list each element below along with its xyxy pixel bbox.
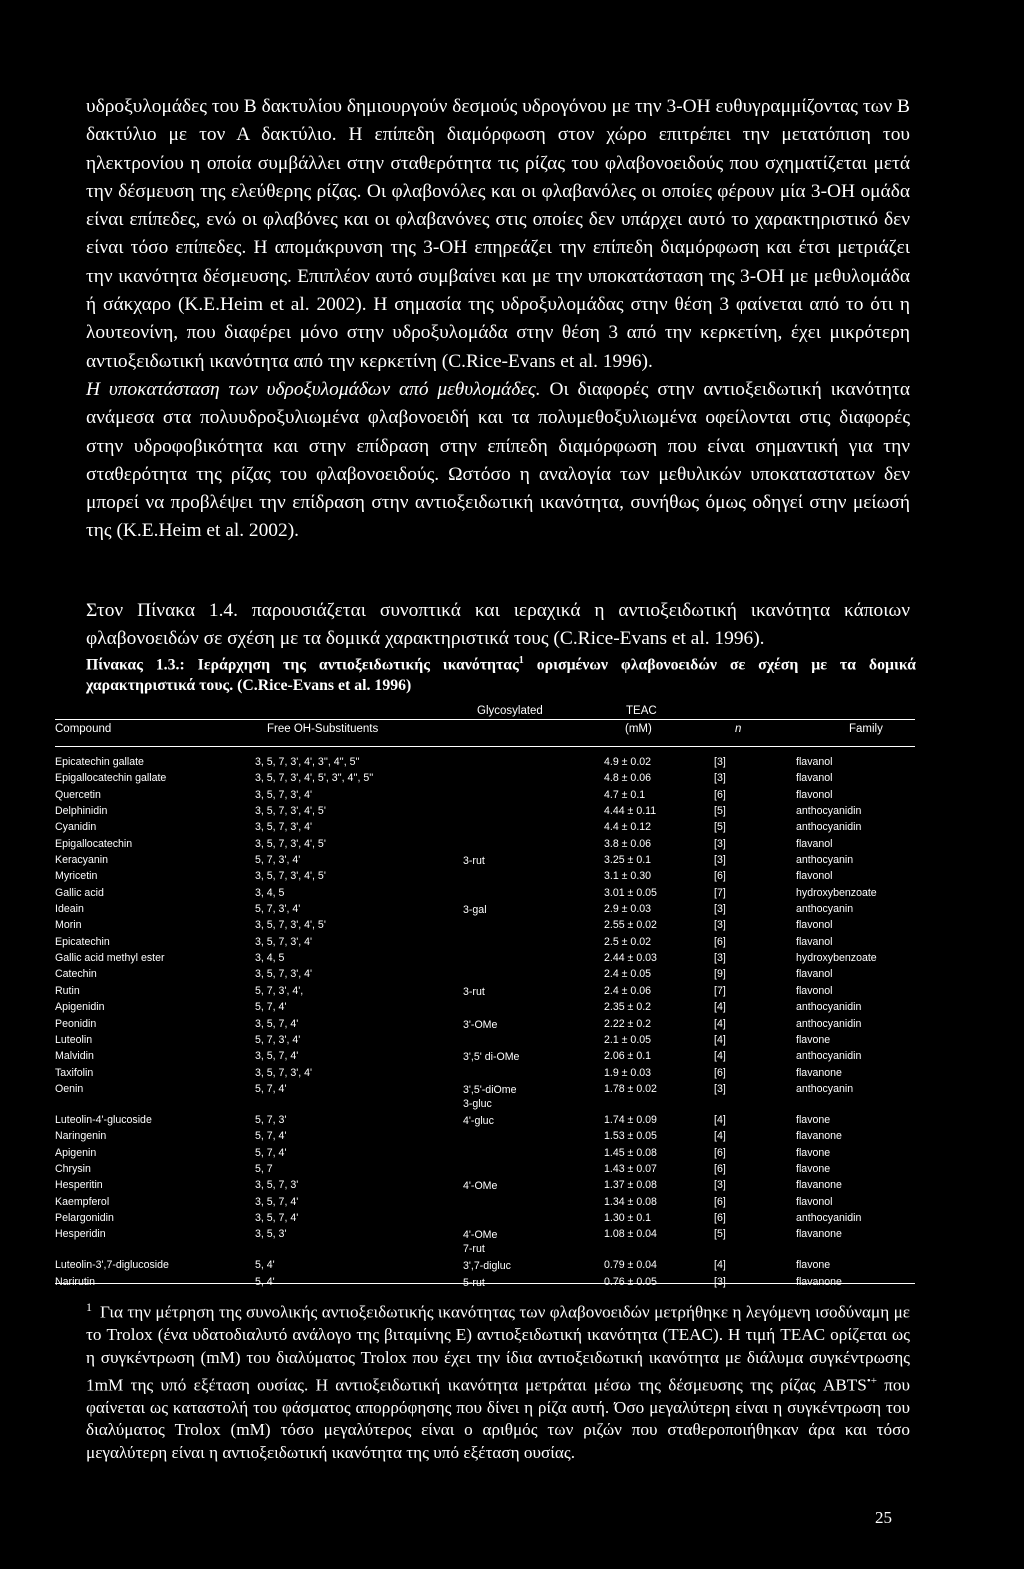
header-free-oh: Free OH-Substituents bbox=[267, 723, 379, 735]
cell-teac: 4.4 ± 0.12 bbox=[604, 821, 652, 834]
cell-teac: 3.01 ± 0.05 bbox=[604, 886, 657, 899]
table-row bbox=[55, 1083, 915, 1114]
cell-n: [4] bbox=[714, 1001, 726, 1014]
cell-free-oh: 3, 5, 7, 3' bbox=[255, 1179, 299, 1192]
cell-free-oh: 3, 5, 7, 3', 4', 5' bbox=[255, 919, 326, 932]
cell-family: flavanone bbox=[796, 1275, 842, 1288]
cell-free-oh: 5, 7, 3', 4', bbox=[255, 984, 304, 997]
cell-free-oh: 5, 7, 4' bbox=[255, 1130, 287, 1143]
table-reference-paragraph: Στον Πίνακα 1.4. παρουσιάζεται συνοπτικά και ιεραχικά η αντιοξειδωτική ικανότητα κάποιων φλαβονοειδών σε σχέση με τα δομικά χαρακτηριστικά τους (C.Rice-Evans et al. 1996). bbox=[86, 600, 910, 650]
cell-free-oh: 3, 5, 7, 4' bbox=[255, 1050, 299, 1063]
cell-n: [3] bbox=[714, 1275, 726, 1288]
cell-compound: Delphinidin bbox=[55, 805, 108, 818]
cell-teac: 2.55 ± 0.02 bbox=[604, 919, 657, 932]
cell-teac: 1.9 ± 0.03 bbox=[604, 1066, 652, 1079]
cell-n: [6] bbox=[714, 935, 726, 948]
cell-free-oh: 3, 5, 7, 4' bbox=[255, 1195, 299, 1208]
cell-teac: 1.43 ± 0.07 bbox=[604, 1162, 657, 1175]
table-row bbox=[55, 1147, 915, 1163]
cell-n: [4] bbox=[714, 1130, 726, 1143]
cell-family: flavanone bbox=[796, 1066, 842, 1079]
cell-n: [6] bbox=[714, 1211, 726, 1224]
cell-glycosylated: 4'-OMe 7-rut bbox=[463, 1229, 498, 1256]
cell-free-oh: 3, 5, 7, 3', 4', 5' bbox=[255, 837, 326, 850]
cell-family: anthocyanidin bbox=[796, 1211, 862, 1224]
header-glycosylated: Glycosylated bbox=[477, 705, 543, 717]
cell-family: flavone bbox=[796, 1146, 831, 1159]
cell-compound: Malvidin bbox=[55, 1050, 94, 1063]
cell-teac: 1.53 ± 0.05 bbox=[604, 1130, 657, 1143]
cell-free-oh: 3, 5, 7, 3', 4' bbox=[255, 788, 313, 801]
table-row bbox=[55, 805, 915, 821]
cell-teac: 4.9 ± 0.02 bbox=[604, 756, 652, 768]
cell-compound: Apigenidin bbox=[55, 1001, 105, 1014]
table-row bbox=[55, 1259, 915, 1275]
cell-free-oh: 3, 5, 7, 3', 4', 5', 3'', 4'', 5'' bbox=[255, 772, 374, 785]
cell-n: [4] bbox=[714, 1033, 726, 1046]
cell-family: flavone bbox=[796, 1162, 831, 1175]
cell-family: flavone bbox=[796, 1113, 831, 1126]
table-row bbox=[55, 1001, 915, 1017]
cell-family: flavanol bbox=[796, 935, 833, 948]
cell-compound: Naringenin bbox=[55, 1130, 107, 1143]
cell-compound: Luteolin-4'-glucoside bbox=[55, 1113, 152, 1126]
cell-compound: Oenin bbox=[55, 1082, 84, 1095]
cell-n: [3] bbox=[714, 772, 726, 785]
cell-n: [6] bbox=[714, 1195, 726, 1208]
cell-compound: Hesperitin bbox=[55, 1179, 103, 1192]
cell-free-oh: 3, 5, 7, 3', 4', 5' bbox=[255, 805, 326, 818]
page-number: 25 bbox=[875, 1508, 892, 1527]
cell-teac: 1.08 ± 0.04 bbox=[604, 1228, 657, 1241]
table-row bbox=[55, 1114, 915, 1130]
cell-compound: Cyanidin bbox=[55, 821, 97, 834]
cell-compound: Taxifolin bbox=[55, 1066, 94, 1079]
cell-compound: Apigenin bbox=[55, 1146, 97, 1159]
cell-free-oh: 3, 5, 7, 3', 4' bbox=[255, 935, 313, 948]
cell-teac: 4.7 ± 0.1 bbox=[604, 788, 646, 801]
header-teac-unit: (mM) bbox=[625, 723, 652, 735]
table-row bbox=[55, 821, 915, 837]
cell-family: anthocyanidin bbox=[796, 1050, 862, 1063]
cell-n: [6] bbox=[714, 870, 726, 883]
table-row bbox=[55, 870, 915, 886]
table-row bbox=[55, 1163, 915, 1179]
table-row bbox=[55, 1130, 915, 1146]
cell-family: flavanone bbox=[796, 1179, 842, 1192]
cell-glycosylated: 5-rut bbox=[463, 1276, 485, 1289]
cell-free-oh: 3, 5, 7, 3', 4', 5' bbox=[255, 870, 326, 883]
table-row bbox=[55, 1179, 915, 1195]
cell-compound: Epigallocatechin bbox=[55, 837, 133, 850]
cell-teac: 3.1 ± 0.30 bbox=[604, 870, 652, 883]
cell-n: [3] bbox=[714, 1082, 726, 1095]
cell-family: flavanol bbox=[796, 837, 833, 850]
cell-teac: 1.74 ± 0.09 bbox=[604, 1113, 657, 1126]
cell-family: anthocyanidin bbox=[796, 821, 862, 834]
table-row bbox=[55, 1196, 915, 1212]
cell-family: flavonol bbox=[796, 919, 833, 932]
cell-teac: 2.22 ± 0.2 bbox=[604, 1017, 652, 1030]
cell-n: [3] bbox=[714, 1179, 726, 1192]
cell-compound: Chrysin bbox=[55, 1162, 91, 1175]
cell-free-oh: 5, 7, 4' bbox=[255, 1082, 287, 1095]
cell-free-oh: 5, 4' bbox=[255, 1259, 275, 1272]
table-row bbox=[55, 1018, 915, 1034]
cell-n: [3] bbox=[714, 919, 726, 932]
cell-teac: 3.8 ± 0.06 bbox=[604, 837, 652, 850]
table-caption bbox=[86, 650, 916, 696]
cell-compound: Epigallocatechin gallate bbox=[55, 772, 167, 785]
cell-family: flavone bbox=[796, 1259, 831, 1272]
table-row bbox=[55, 968, 915, 984]
cell-n: [3] bbox=[714, 854, 726, 867]
cell-compound: Keracyanin bbox=[55, 854, 108, 867]
cell-family: flavone bbox=[796, 1033, 831, 1046]
cell-compound: Ideain bbox=[55, 903, 84, 916]
cell-compound: Luteolin-3',7-diglucoside bbox=[55, 1259, 169, 1272]
cell-family: flavanol bbox=[796, 772, 833, 785]
caption-prefix: Πίνακας 1.3.: Ιεράρχηση της αντιοξειδωτικής ικανότητας bbox=[86, 656, 519, 674]
cell-free-oh: 3, 5, 3' bbox=[255, 1228, 287, 1241]
cell-teac: 2.4 ± 0.06 bbox=[604, 984, 652, 997]
cell-family: flavanol bbox=[796, 968, 833, 981]
cell-teac: 2.9 ± 0.03 bbox=[604, 903, 652, 916]
cell-glycosylated: 3',7-digluc bbox=[463, 1260, 511, 1273]
cell-family: flavanone bbox=[796, 1228, 842, 1241]
cell-n: [5] bbox=[714, 821, 726, 834]
cell-free-oh: 3, 5, 7, 3', 4' bbox=[255, 821, 313, 834]
cell-family: anthocyanin bbox=[796, 903, 854, 916]
cell-teac: 1.45 ± 0.08 bbox=[604, 1146, 657, 1159]
cell-n: [6] bbox=[714, 788, 726, 801]
cell-family: flavanone bbox=[796, 1130, 842, 1143]
table-row bbox=[55, 1228, 915, 1259]
section-subheading: Η υποκατάσταση των υδροξυλομάδων από μεθυλομάδες. bbox=[86, 378, 541, 400]
cell-family: flavonol bbox=[796, 984, 833, 997]
cell-family: flavonol bbox=[796, 1195, 833, 1208]
cell-glycosylated: 4'-gluc bbox=[463, 1114, 494, 1127]
cell-n: [3] bbox=[714, 903, 726, 916]
cell-glycosylated: 3',5'-diOme 3-gluc bbox=[463, 1083, 517, 1110]
cell-teac: 2.5 ± 0.02 bbox=[604, 935, 652, 948]
cell-compound: Epicatechin gallate bbox=[55, 756, 144, 768]
body-text: υδροξυλομάδες του Β δακτυλίου δημιουργούν δεσμούς υδρογόνου με την 3-ΟΗ ευθυγραμμίζοντας των Β δακτύλιο με τον Α δακτύλιο. Η επίπεδη διαμόρφωση στον χώρο επιτρέπει την μετατόπιση του ηλεκτρονίου η οποία συμβάλλει στην σταθερότητα τις ρίζας του φλαβονοειδούς που σχηματίζεται μετά την δέσμευση της ελεύθερης ρίζας. Οι φλαβονόλες και οι φλαβανόλες οι οποίες φέρουν μία 3-ΟΗ ομάδα είναι επίπεδες, ενώ οι φλαβόνες και οι φλαβανόνες στις οποίες δεν υπάρχει αυτό το χαρακτηριστικό δεν είναι τόσο επίπεδες. Η απομάκρυνση της 3-ΟΗ επηρεάζει την επίπεδη διαμόρφωση και έτσι μετριάζει την ικανότητα δέσμευσης. Επιπλέον αυτό συμβαίνει και με την υποκατάσταση της 3-ΟΗ με μεθυλομάδα ή σάκχαρο (K.E.Heim et al. 2002). Η σημασία της υδροξυλομάδας στην θέση 3 φαίνεται από το ότι η λουτεονίνη, που διαφέρει μόνο στην υδροξυλομάδα στην θέση 3 από την κερκετίνη, έχει μικρότερη αντιοξειδωτική ικανότητα από την κερκετίνη (C.Rice-Evans et al. 1996). bbox=[86, 96, 910, 372]
cell-compound: Catechin bbox=[55, 968, 97, 981]
footnote bbox=[86, 1296, 910, 1465]
body-text-continued: Οι διαφορές στην αντιοξειδωτική ικανότητα ανάμεσα στα πολυυδροξυλιωμένα φλαβονοειδή και τα πολυμεθοξυλιωμένα οφείλονται στις διαφορές στην υδροφοβικότητα και στην επίδραση στην επίπεδη διαμόρφωση που είναι σημαντική για την σταθερότητα της ρίζας του φλαβονοειδούς. Ωστόσο η αναλογία των μεθυλικών υποκαταστατων δεν μπορεί να προβλέψει την επίδραση στην αντιοξειδωτική ικανότητα, συνήθως όμως οδηγεί στην μείωσή της (K.E.Heim et al. 2002). bbox=[86, 378, 910, 542]
table-row bbox=[55, 838, 915, 854]
radical-superscript: •+ bbox=[866, 1374, 877, 1387]
cell-free-oh: 3, 5, 7, 3', 4' bbox=[255, 1066, 313, 1079]
cell-compound: Hesperidin bbox=[55, 1228, 106, 1241]
table-row bbox=[55, 903, 915, 919]
cell-free-oh: 3, 5, 7, 4' bbox=[255, 1017, 299, 1030]
cell-family: hydroxybenzoate bbox=[796, 952, 877, 965]
cell-teac: 4.8 ± 0.06 bbox=[604, 772, 652, 785]
cell-compound: Pelargonidin bbox=[55, 1211, 114, 1224]
cell-free-oh: 5, 7, 3', 4' bbox=[255, 854, 301, 867]
table-row bbox=[55, 756, 915, 772]
table-row bbox=[55, 887, 915, 903]
cell-compound: Gallic acid bbox=[55, 886, 104, 899]
footnote-mark: 1 bbox=[86, 1300, 92, 1314]
caption-footnote-ref: 1 bbox=[518, 655, 524, 666]
cell-family: hydroxybenzoate bbox=[796, 886, 877, 899]
cell-family: anthocyanidin bbox=[796, 1001, 862, 1014]
cell-teac: 2.35 ± 0.2 bbox=[604, 1001, 652, 1014]
cell-compound: Narirutin bbox=[55, 1275, 96, 1288]
table-row bbox=[55, 1050, 915, 1066]
table-row bbox=[55, 936, 915, 952]
cell-family: anthocyanin bbox=[796, 854, 854, 867]
cell-compound: Morin bbox=[55, 919, 82, 932]
cell-glycosylated: 3-rut bbox=[463, 985, 485, 998]
table-row bbox=[55, 772, 915, 788]
cell-glycosylated: 3-rut bbox=[463, 855, 485, 868]
cell-family: anthocyanin bbox=[796, 1082, 854, 1095]
cell-teac: 2.4 ± 0.05 bbox=[604, 968, 652, 981]
cell-n: [3] bbox=[714, 952, 726, 965]
cell-free-oh: 5, 7, 3', 4' bbox=[255, 1033, 301, 1046]
cell-compound: Gallic acid methyl ester bbox=[55, 952, 165, 965]
cell-free-oh: 5, 7, 3' bbox=[255, 1113, 287, 1126]
cell-family: flavonol bbox=[796, 788, 833, 801]
cell-free-oh: 3, 5, 7, 3', 4', 3'', 4'', 5'' bbox=[255, 756, 360, 768]
table-body bbox=[55, 756, 915, 1292]
footnote-text: Για την μέτρηση της συνολικής αντιοξειδωτικής ικανότητας των φλαβονοειδών μετρήθηκε η λεγόμενη ισοδύναμη με το Trolox (ένα υδατοδιαλυτό ανάλογο της βιταμίνης Ε) αντιοξειδωτική ικανότητα (TEAC). Η τιμή TEAC ορίζεται ως η συγκέντρωση (mM) του διαλύματος Trolox που έχει την ίδια αντιοξειδωτική ικανότητα με διάλυμα συγκέντρωσης 1mM της υπό εξέταση ουσίας. Η αντιοξειδωτική ικανότητα μετράται μέσω της δέσμευσης της ρίζας ABTS bbox=[86, 1302, 910, 1395]
cell-n: [4] bbox=[714, 1259, 726, 1272]
cell-glycosylated: 4'-OMe bbox=[463, 1180, 498, 1193]
cell-free-oh: 5, 7, 4' bbox=[255, 1001, 287, 1014]
cell-n: [7] bbox=[714, 886, 726, 899]
table-row bbox=[55, 789, 915, 805]
table-row bbox=[55, 1034, 915, 1050]
cell-free-oh: 3, 4, 5 bbox=[255, 952, 285, 965]
cell-glycosylated: 3-gal bbox=[463, 904, 487, 917]
cell-teac: 1.34 ± 0.08 bbox=[604, 1195, 657, 1208]
cell-family: anthocyanidin bbox=[796, 805, 862, 818]
cell-n: [4] bbox=[714, 1017, 726, 1030]
header-n: n bbox=[735, 723, 742, 735]
header-compound: Compound bbox=[55, 723, 112, 735]
cell-n: [7] bbox=[714, 984, 726, 997]
cell-n: [6] bbox=[714, 1146, 726, 1159]
cell-free-oh: 5, 7, 3', 4' bbox=[255, 903, 301, 916]
cell-n: [9] bbox=[714, 968, 726, 981]
footnote-text-continued: που φαίνεται ως καταστολή του φάσματος απορρόφησης που δίνει η ρίζα αυτή. Όσο μεγαλύτερη είναι η συγκέντρωση του διαλύματος Trolox (mM) τόσο μεγαλύτερος είναι ο αριθμός των ριζών που σταθεροποιήθηκαν άρα και τόσο μεγαλύτερη είναι η αντιοξειδωτική ικανότητα της υπό εξέταση ουσίας. bbox=[86, 1375, 910, 1463]
cell-n: [3] bbox=[714, 756, 726, 768]
cell-n: [3] bbox=[714, 837, 726, 850]
cell-free-oh: 3, 5, 7, 3', 4' bbox=[255, 968, 313, 981]
cell-compound: Myricetin bbox=[55, 870, 98, 883]
header-rule bbox=[55, 746, 915, 747]
cell-compound: Peonidin bbox=[55, 1017, 97, 1030]
cell-teac: 0.76 ± 0.05 bbox=[604, 1275, 657, 1288]
cell-n: [6] bbox=[714, 1066, 726, 1079]
cell-n: [6] bbox=[714, 1162, 726, 1175]
cell-teac: 2.1 ± 0.05 bbox=[604, 1033, 652, 1046]
cell-compound: Rutin bbox=[55, 984, 80, 997]
cell-compound: Quercetin bbox=[55, 788, 101, 801]
cell-family: flavanol bbox=[796, 756, 833, 768]
cell-teac: 1.37 ± 0.08 bbox=[604, 1179, 657, 1192]
table-row bbox=[55, 1212, 915, 1228]
table-bottom-rule bbox=[55, 1283, 915, 1284]
cell-compound: Epicatechin bbox=[55, 935, 110, 948]
cell-family: anthocyanidin bbox=[796, 1017, 862, 1030]
table-row bbox=[55, 919, 915, 935]
cell-compound: Luteolin bbox=[55, 1033, 93, 1046]
cell-n: [4] bbox=[714, 1113, 726, 1126]
table-row bbox=[55, 952, 915, 968]
cell-n: [4] bbox=[714, 1050, 726, 1063]
cell-teac: 4.44 ± 0.11 bbox=[604, 805, 657, 818]
cell-teac: 3.25 ± 0.1 bbox=[604, 854, 652, 867]
cell-teac: 1.30 ± 0.1 bbox=[604, 1211, 652, 1224]
caption-suffix: ορισμένων φλαβονοειδών σε σχέση με τα δομικά χαρακτηριστικά τους. (C.Rice-Evans et al. 1996) bbox=[86, 656, 916, 695]
cell-compound: Kaempferol bbox=[55, 1195, 110, 1208]
cell-teac: 2.06 ± 0.1 bbox=[604, 1050, 652, 1063]
cell-teac: 1.78 ± 0.02 bbox=[604, 1082, 657, 1095]
cell-free-oh: 3, 5, 7, 4' bbox=[255, 1211, 299, 1224]
body-paragraph bbox=[86, 93, 910, 546]
cell-teac: 0.79 ± 0.04 bbox=[604, 1259, 657, 1272]
cell-free-oh: 5, 4' bbox=[255, 1275, 275, 1288]
cell-family: flavonol bbox=[796, 870, 833, 883]
header-family: Family bbox=[849, 723, 883, 735]
cell-glycosylated: 3',5' di-OMe bbox=[463, 1051, 520, 1064]
cell-glycosylated: 3'-OMe bbox=[463, 1018, 498, 1031]
cell-n: [5] bbox=[714, 1228, 726, 1241]
table-row bbox=[55, 1067, 915, 1083]
table-row bbox=[55, 854, 915, 870]
cell-free-oh: 5, 7 bbox=[255, 1162, 273, 1175]
cell-free-oh: 5, 7, 4' bbox=[255, 1146, 287, 1159]
cell-n: [5] bbox=[714, 805, 726, 818]
table-row bbox=[55, 985, 915, 1001]
cell-teac: 2.44 ± 0.03 bbox=[604, 952, 657, 965]
header-teac: TEAC bbox=[626, 705, 657, 717]
cell-free-oh: 3, 4, 5 bbox=[255, 886, 285, 899]
